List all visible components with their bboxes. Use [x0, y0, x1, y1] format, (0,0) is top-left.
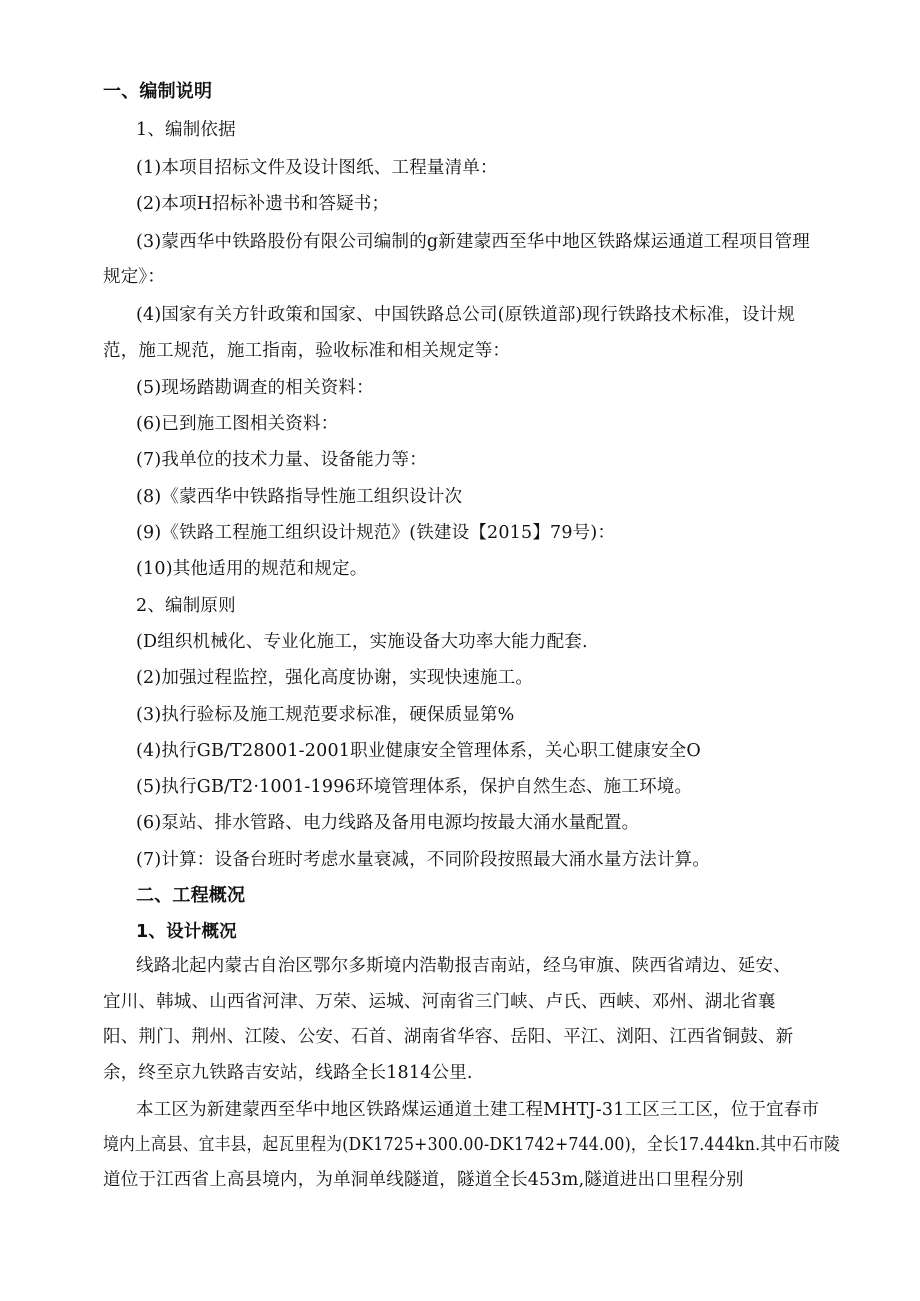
basis-item-continuation: 范，施工规范，施工指南，验收标准和相关规定等： — [103, 341, 511, 361]
basis-item: (1)本项目招标文件及设计图纸、工程量清单： — [136, 158, 498, 178]
basis-item-continuation: 规定》： — [103, 267, 166, 287]
paragraph-line: 线路北起内蒙古自治区鄂尔多斯境内浩勒报吉南站，经乌审旗、陕西省靖边、延安、 — [136, 956, 791, 976]
principles-title: 2、编制原则 — [136, 596, 236, 616]
paragraph-line: 道位于江西省上高县境内，为单洞单线隧道，隧道全长453m,隧道进出口里程分别 — [103, 1170, 744, 1190]
basis-item: (3)蒙西华中铁路股份有限公司编制的g新建蒙西至华中地区铁路煤运通道工程项目管理 — [136, 232, 810, 252]
paragraph-line: 宜川、韩城、山西省河津、万荣、运城、河南省三门峡、卢氏、西峡、邓州、湖北省襄 — [103, 992, 776, 1012]
principle-item: (2)加强过程监控，强化高度协谢，实现快速施工。 — [136, 668, 534, 688]
basis-item: (9)《铁路工程施工组织设计规范》(铁建设【2015】79号)： — [136, 523, 616, 543]
section-heading-compilation: 一、编制说明 — [103, 81, 213, 102]
principle-item: (7)计算：设备台班时考虑水量衰减，不同阶段按照最大涌水量方法计算。 — [136, 850, 711, 870]
basis-item: (6)已到施工图相关资料： — [136, 414, 339, 434]
paragraph-line: 阳、荆门、荆州、江陵、公安、石首、湖南省华容、岳阳、平江、浏阳、江西省铜鼓、新 — [103, 1027, 794, 1047]
paragraph-line: 本工区为新建蒙西至华中地区铁路煤运通道土建工程MHTJ-31工区三工区，位于宜春市 — [136, 1100, 820, 1120]
principle-item: (D组织机械化、专业化施工，实施设备大功率大能力配套. — [136, 632, 588, 652]
basis-item: (10)其他适用的规范和规定。 — [136, 559, 368, 579]
paragraph-line: 余，终至京九铁路吉安站，线路全长1814公里. — [103, 1063, 473, 1083]
basis-item: (8)《蒙西华中铁路指导性施工组织设计次 — [136, 487, 463, 507]
principle-item: (4)执行GB/T28001-2001职业健康安全管理体系，关心职工健康安全O — [136, 741, 701, 761]
basis-item: (2)本项H招标补遗书和答疑书； — [136, 194, 390, 214]
basis-item: (7)我单位的技术力量、设备能力等： — [136, 450, 427, 470]
basis-item: (5)现场踏勘调查的相关资料： — [136, 378, 374, 398]
paragraph-line: 境内上高县、宜丰县，起瓦里程为(DK1725+300.00-DK1742+744.00)，全长17.444kn.其中石市陵 — [103, 1135, 841, 1155]
principle-item: (6)泵站、排水管路、电力线路及备用电源均按最大涌水量配置。 — [136, 813, 640, 833]
basis-item: (4)国家有关方针政策和国家、中国铁路总公司(原铁道部)现行铁路技术标准，设计规 — [136, 305, 795, 325]
principle-item: (5)执行GB/T2·1001-1996环境管理体系，保护自然生态、施工环境。 — [136, 777, 693, 797]
section-heading-overview: 二、工程概况 — [136, 885, 246, 906]
design-overview-title: 1、设计概况 — [136, 922, 237, 942]
basis-title: 1、编制依据 — [136, 120, 236, 140]
principle-item: (3)执行验标及施工规范要求标准，硬保质显第% — [136, 705, 515, 725]
